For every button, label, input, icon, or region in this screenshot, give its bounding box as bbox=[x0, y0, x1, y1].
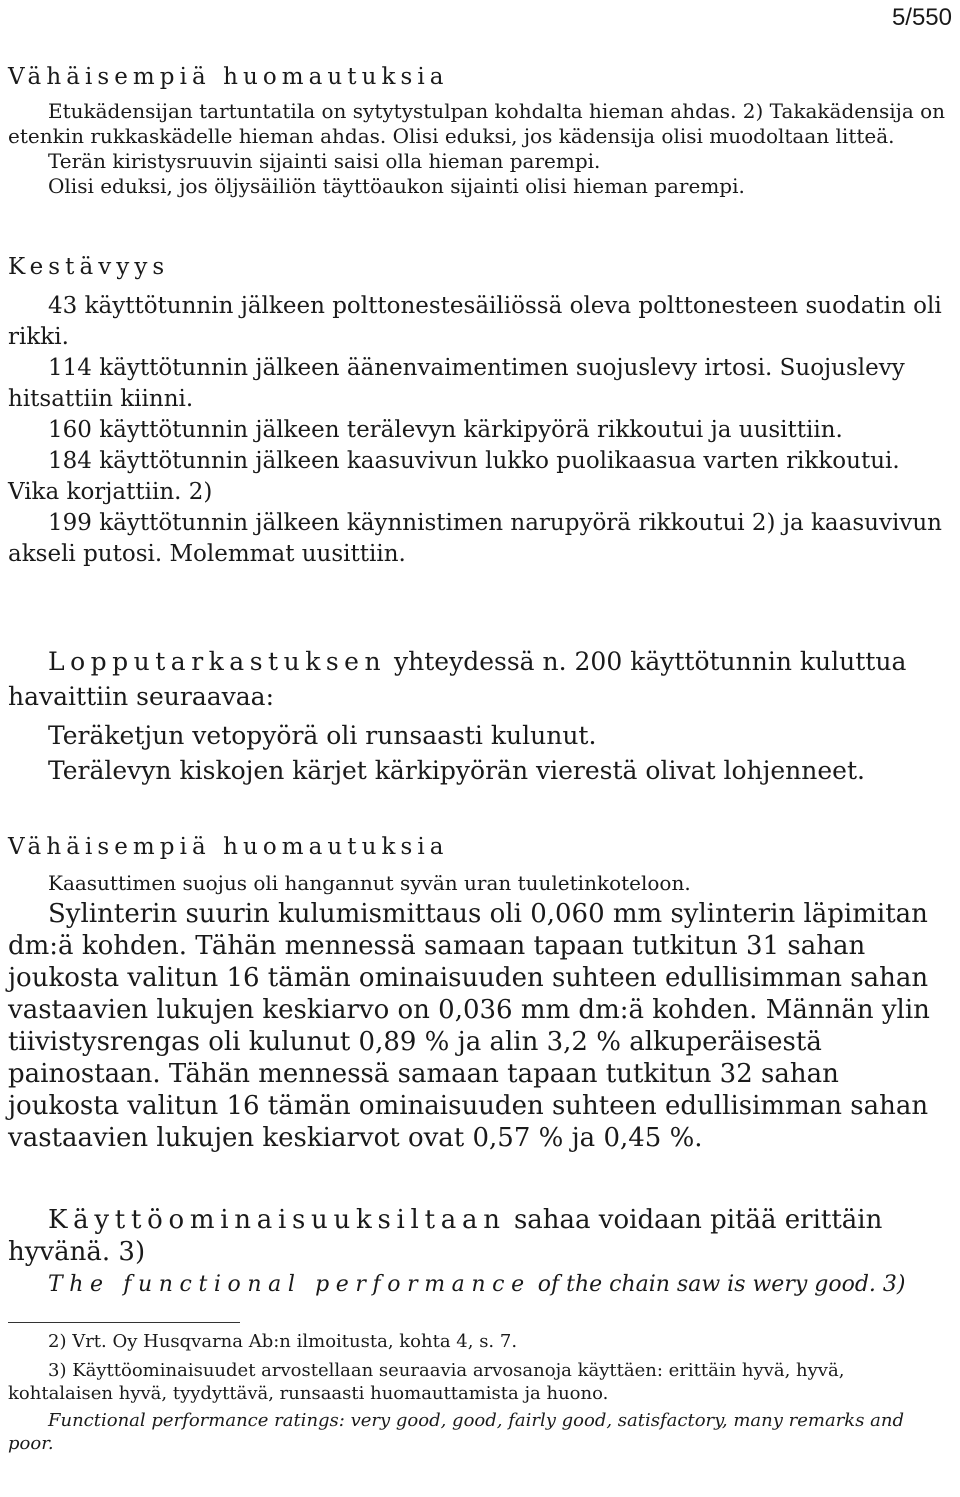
minor-remarks-section-1 bbox=[8, 62, 952, 199]
section-heading: Vähäisempiä huomautuksia bbox=[8, 834, 449, 860]
page-number: 5/550 bbox=[891, 4, 952, 31]
remark-paragraph: Olisi eduksi, jos öljysäiliön täyttöaukon sijainti olisi hieman parempi. bbox=[48, 174, 745, 198]
durability-item: 43 käyttötunnin jälkeen polttonestesäiliössä oleva polttonesteen suodatin oli rikki. bbox=[8, 293, 942, 350]
durability-item: 114 käyttötunnin jälkeen äänenvaimentimen suojuslevy irtosi. Suojuslevy hitsattiin kiinni. bbox=[8, 355, 905, 412]
section-heading: Kestävyys bbox=[8, 254, 170, 280]
remark-paragraph: Etukädensijan tartuntatila on sytytystulpan kohdalta hieman ahdas. 2) Takakädensija on etenkin rukkaskädelle hieman ahdas. Olisi eduksi, jos kädensija olisi muodoltaan litteä. bbox=[8, 99, 946, 148]
final-inspection-section bbox=[8, 644, 952, 788]
footnote: 3) Käyttöominaisuudet arvostellaan seuraavia arvosanoja käyttäen: erittäin hyvä, hyvä, kohtalaisen hyvä, tyydyttävä, runsaasti huomauttamista ja huono. bbox=[8, 1360, 845, 1404]
finding-item: Terälevyn kiskojen kärjet kärkipyörän vierestä olivat lohjenneet. bbox=[48, 756, 865, 785]
english-text: of the chain saw is wery good. 3) bbox=[537, 1272, 906, 1297]
finding-item: Teräketjun vetopyörä oli runsaasti kulunut. bbox=[48, 721, 597, 750]
final-inspection-intro bbox=[8, 644, 952, 714]
footnote-english: Functional performance ratings: very good, good, fairly good, satisfactory, many remarks and poor. bbox=[8, 1410, 905, 1454]
footnote: 2) Vrt. Oy Husqvarna Ab:n ilmoitusta, kohta 4, s. 7. bbox=[48, 1331, 518, 1352]
durability-item: 199 käyttötunnin jälkeen käynnistimen narupyörä rikkoutui 2) ja kaasuvivun akseli putosi. Molemmat uusittiin. bbox=[8, 510, 942, 567]
remark-paragraph: Terän kiristysruuvin sijainti saisi olla hieman parempi. bbox=[48, 149, 601, 173]
footnotes bbox=[8, 1330, 952, 1455]
durability-section bbox=[8, 252, 952, 570]
durability-item: 184 käyttötunnin jälkeen kaasuvivun lukko puolikaasua varten rikkoutui. Vika korjattiin. 2) bbox=[8, 448, 900, 505]
english-heading: The functional performance bbox=[48, 1272, 531, 1297]
wear-paragraph: Sylinterin suurin kulumismittaus oli 0,060 mm sylinterin läpimitan dm:ä kohden. Tähän mennessä samaan tapaan tutkitun 31 sahan joukosta valitun 16 tämän ominaisuuden suhteen edullisimman sahan vastaavien lukujen keskiarvo on 0,036 mm dm:ä kohden. Männän ylin tiivistysrengas oli kulunut 0,89 % ja alin 3,2 % alkuperäisestä painostaan. Tähän mennessä samaan tapaan tutkitun 32 sahan joukosta valitun 16 tämän ominaisuuden suhteen edullisimman sahan vastaavien lukujen keskiarvot ovat 0,57 % ja 0,45 %. bbox=[8, 899, 930, 1153]
durability-item: 160 käyttötunnin jälkeen terälevyn kärkipyörä rikkoutui ja uusittiin. bbox=[48, 417, 843, 443]
performance-section bbox=[8, 1204, 952, 1297]
footnote-divider bbox=[8, 1322, 240, 1323]
minor-remarks-section-2 bbox=[8, 832, 952, 1154]
section-heading: Lopputarkastuksen bbox=[48, 647, 387, 676]
section-heading: Vähäisempiä huomautuksia bbox=[8, 64, 449, 90]
remark-paragraph: Kaasuttimen suojus oli hangannut syvän uran tuuletinkoteloon. bbox=[48, 871, 691, 895]
performance-rating bbox=[8, 1204, 952, 1268]
performance-text: sahaa voidaan pitää erittäin hyvänä. 3) bbox=[8, 1205, 883, 1267]
performance-english bbox=[8, 1272, 952, 1297]
section-heading: Käyttöominaisuuksiltaan bbox=[48, 1205, 506, 1235]
intro-text: yhteydessä n. 200 käyttötunnin kuluttua havaittiin seuraavaa: bbox=[8, 647, 907, 711]
